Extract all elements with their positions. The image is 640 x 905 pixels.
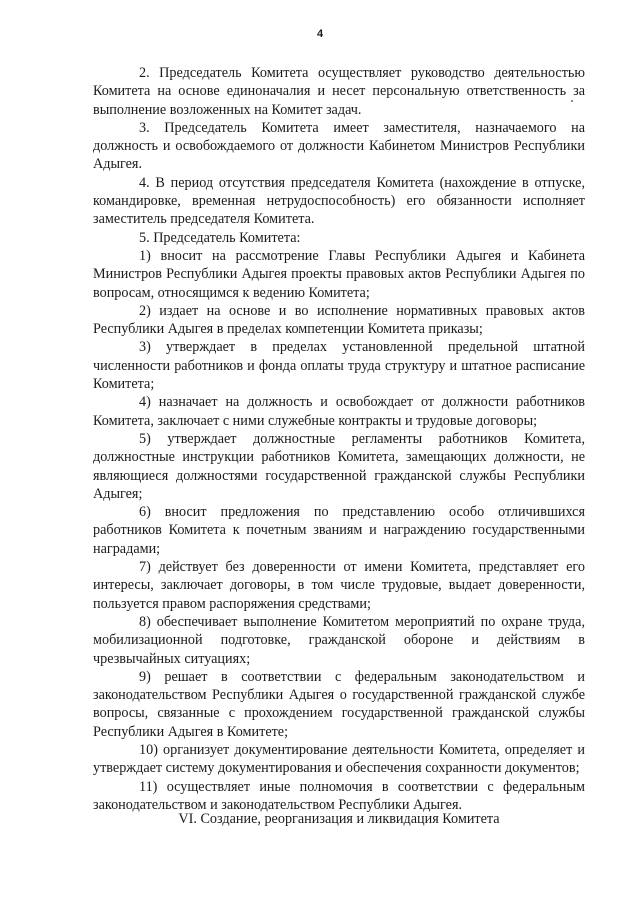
- list-item-7: 7) действует без доверенности от имени Комитета, представляет его интересы, заключает договоры, в том числе трудовые, выдает доверенности, пользуется правом распоряжения средствами;: [93, 559, 585, 612]
- list-item-11: 11) осуществляет иные полномочия в соответствии с федеральным законодательством и законодательством Республики Адыгея.: [93, 778, 585, 813]
- list-item-8: 8) обеспечивает выполнение Комитетом мероприятий по охране труда, мобилизационной подготовке, гражданской обороне и действиям в чрезвычайных ситуациях;: [93, 613, 585, 667]
- list-item-10: 10) организует документирование деятельности Комитета, определяет и утверждает систему документирования и обеспечения сохранности документов;: [93, 741, 585, 777]
- list-item-9: 9) решает в соответствии с федеральным законодательством и законодательством Республики Адыгея о государственной гражданской службе вопросы, связанные с прохождением государственной гражданской службы Республики Адыгея в Комитете;: [93, 668, 585, 740]
- document-body: [93, 64, 585, 814]
- list-item-1: 1) вносит на рассмотрение Главы Республики Адыгея и Кабинета Министров Республики Адыгея проекты правовых актов Республики Адыгея по вопросам, относящимся к ведению Комитета;: [93, 247, 585, 301]
- list-item-3: 3) утверждает в пределах установленной предельной штатной численности работников и фонда оплаты труда структуру и штатное расписание Комитета;: [93, 339, 585, 393]
- paragraph-2-chairman-leadership: 2. Председатель Комитета осуществляет руководство деятельностью Комитета на основе единоначалия и несет персональную ответственность за выполнение возложенных на Комитет задач.: [93, 65, 585, 118]
- paragraph-5-chairman-powers-intro: 5. Председатель Комитета:: [139, 229, 301, 246]
- section-heading: VI. Создание, реорганизация и ликвидация Комитета: [178, 811, 500, 827]
- paragraph-3-deputy: 3. Председатель Комитета имеет заместителя, назначаемого на должность и освобождаемого от должности Кабинетом Министров Республики Адыгея.: [93, 119, 585, 173]
- paragraph-4-absence: 4. В период отсутствия председателя Комитета (нахождение в отпуске, командировке, временная нетрудоспособность) его обязанности исполняет заместитель председателя Комитета.: [93, 174, 585, 228]
- list-item-5: 5) утверждает должностные регламенты работников Комитета, должностные инструкции работников Комитета, замещающих должности, не являющиеся должностями государственной гражданской службы Республики Адыгея;: [93, 430, 585, 502]
- list-item-2: 2) издает на основе и во исполнение нормативных правовых актов Республики Адыгея в пределах компетенции Комитета приказы;: [93, 302, 585, 338]
- page-number: 4: [316, 28, 324, 40]
- list-item-4: 4) назначает на должность и освобождает от должности работников Комитета, заключает с ними служебные контракты и трудовые договоры;: [93, 394, 585, 429]
- list-item-6: 6) вносит предложения по представлению особо отличившихся работников Комитета к почетным званиям и награждению государственными наградами;: [93, 504, 585, 557]
